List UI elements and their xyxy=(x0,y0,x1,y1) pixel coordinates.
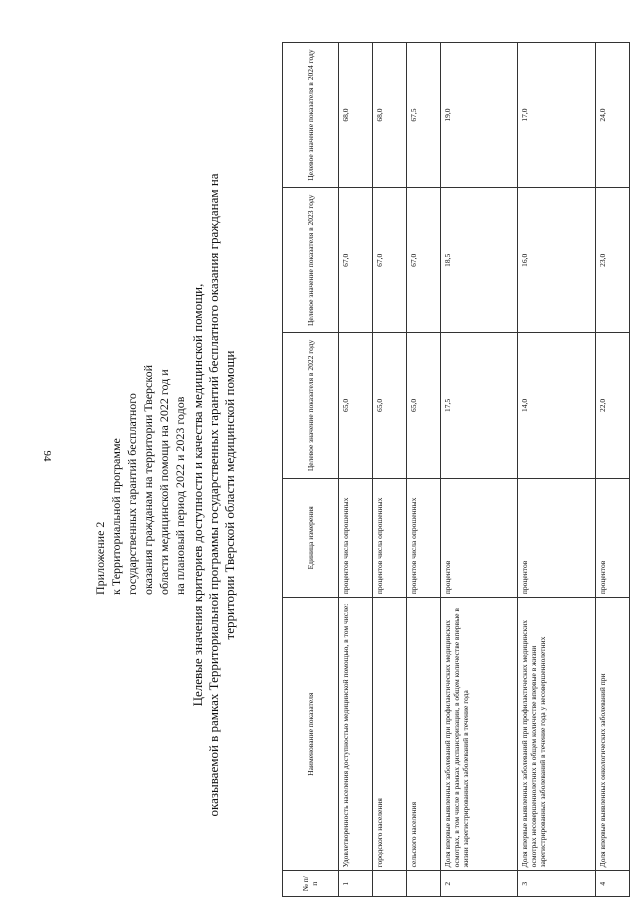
row-num xyxy=(406,871,440,897)
row-name: сельского населения xyxy=(406,598,440,871)
row-num: 1 xyxy=(338,871,372,897)
title-line-1: Целевые значения критериев доступности и качества медицинской помощи, xyxy=(190,283,205,707)
table-row xyxy=(595,43,629,897)
row-num: 2 xyxy=(440,871,518,897)
table-title xyxy=(190,95,238,895)
header-2024: Целевое значение показателя в 2024 году xyxy=(283,43,339,188)
table-row xyxy=(406,43,440,897)
appendix-line: области медицинской помощи на 2022 год и xyxy=(157,369,171,595)
title-line-3: территории Тверской области медицинской помощи xyxy=(222,350,237,640)
row-unit: процентов xyxy=(518,478,596,598)
header-2023: Целевое значение показателя в 2023 году xyxy=(283,188,339,333)
row-2023: 18,5 xyxy=(440,188,518,333)
row-2022: 65,0 xyxy=(406,333,440,478)
row-2022: 17,5 xyxy=(440,333,518,478)
header-2022: Целевое значение показателя в 2022 году xyxy=(283,333,339,478)
row-2022: 22,0 xyxy=(595,333,629,478)
table-row xyxy=(440,43,518,897)
row-2022: 14,0 xyxy=(518,333,596,478)
row-num: 3 xyxy=(518,871,596,897)
row-2023: 67,0 xyxy=(406,188,440,333)
row-unit: процентов xyxy=(440,478,518,598)
table-row xyxy=(338,43,372,897)
appendix-heading xyxy=(92,275,188,595)
table-row xyxy=(518,43,596,897)
appendix-line: к Территориальной программе xyxy=(109,438,123,595)
row-2023: 23,0 xyxy=(595,188,629,333)
row-2022: 65,0 xyxy=(338,333,372,478)
title-line-2: оказываемой в рамках Территориальной программы государственных гарантий бесплатного оказания гражданам на xyxy=(206,173,221,817)
row-name: Доля впервые выявленных заболеваний при профилактических медицинских осмотрах несовершеннолетних в общем количестве впервые в жизни зарегистрированных заболеваний в течение года у несовершеннолетних xyxy=(518,598,596,871)
row-num xyxy=(372,871,406,897)
header-num: № п/п xyxy=(283,871,339,897)
row-name: Удовлетворенность населения доступностью медицинской помощью, в том числе: xyxy=(338,598,372,871)
row-2023: 16,0 xyxy=(518,188,596,333)
appendix-line: оказания гражданам на территории Тверской xyxy=(141,364,155,595)
row-unit: процентов числа опрошенных xyxy=(406,478,440,598)
criteria-table-container xyxy=(282,42,630,897)
row-2024: 67,5 xyxy=(406,43,440,188)
row-unit: процентов xyxy=(595,478,629,598)
row-2023: 67,0 xyxy=(338,188,372,333)
row-num: 4 xyxy=(595,871,629,897)
row-2023: 67,0 xyxy=(372,188,406,333)
row-unit: процентов числа опрошенных xyxy=(372,478,406,598)
page-number: 94 xyxy=(41,450,53,462)
row-name: Доля впервые выявленных заболеваний при профилактических медицинских осмотрах, в том числе в рамках диспансеризации, в общем количестве впервые в жизни зарегистрированных заболеваний в течение года xyxy=(440,598,518,871)
row-name: Доля впервые выявленных онкологических заболеваний при xyxy=(595,598,629,871)
row-2024: 68,0 xyxy=(338,43,372,188)
appendix-line: Приложение 2 xyxy=(93,521,107,595)
row-2024: 68,0 xyxy=(372,43,406,188)
row-name: городского населения xyxy=(372,598,406,871)
header-name: Наименование показателя xyxy=(283,598,339,871)
row-unit: процентов числа опрошенных xyxy=(338,478,372,598)
appendix-line: государственных гарантий бесплатного xyxy=(125,393,139,595)
row-2024: 24,0 xyxy=(595,43,629,188)
criteria-table xyxy=(282,42,630,897)
header-unit: Единица измерения xyxy=(283,478,339,598)
appendix-line: на плановый период 2022 и 2023 годов xyxy=(173,396,187,595)
table-row xyxy=(372,43,406,897)
row-2024: 17,0 xyxy=(518,43,596,188)
table-header-row xyxy=(283,43,339,897)
row-2022: 65,0 xyxy=(372,333,406,478)
row-2024: 19,0 xyxy=(440,43,518,188)
